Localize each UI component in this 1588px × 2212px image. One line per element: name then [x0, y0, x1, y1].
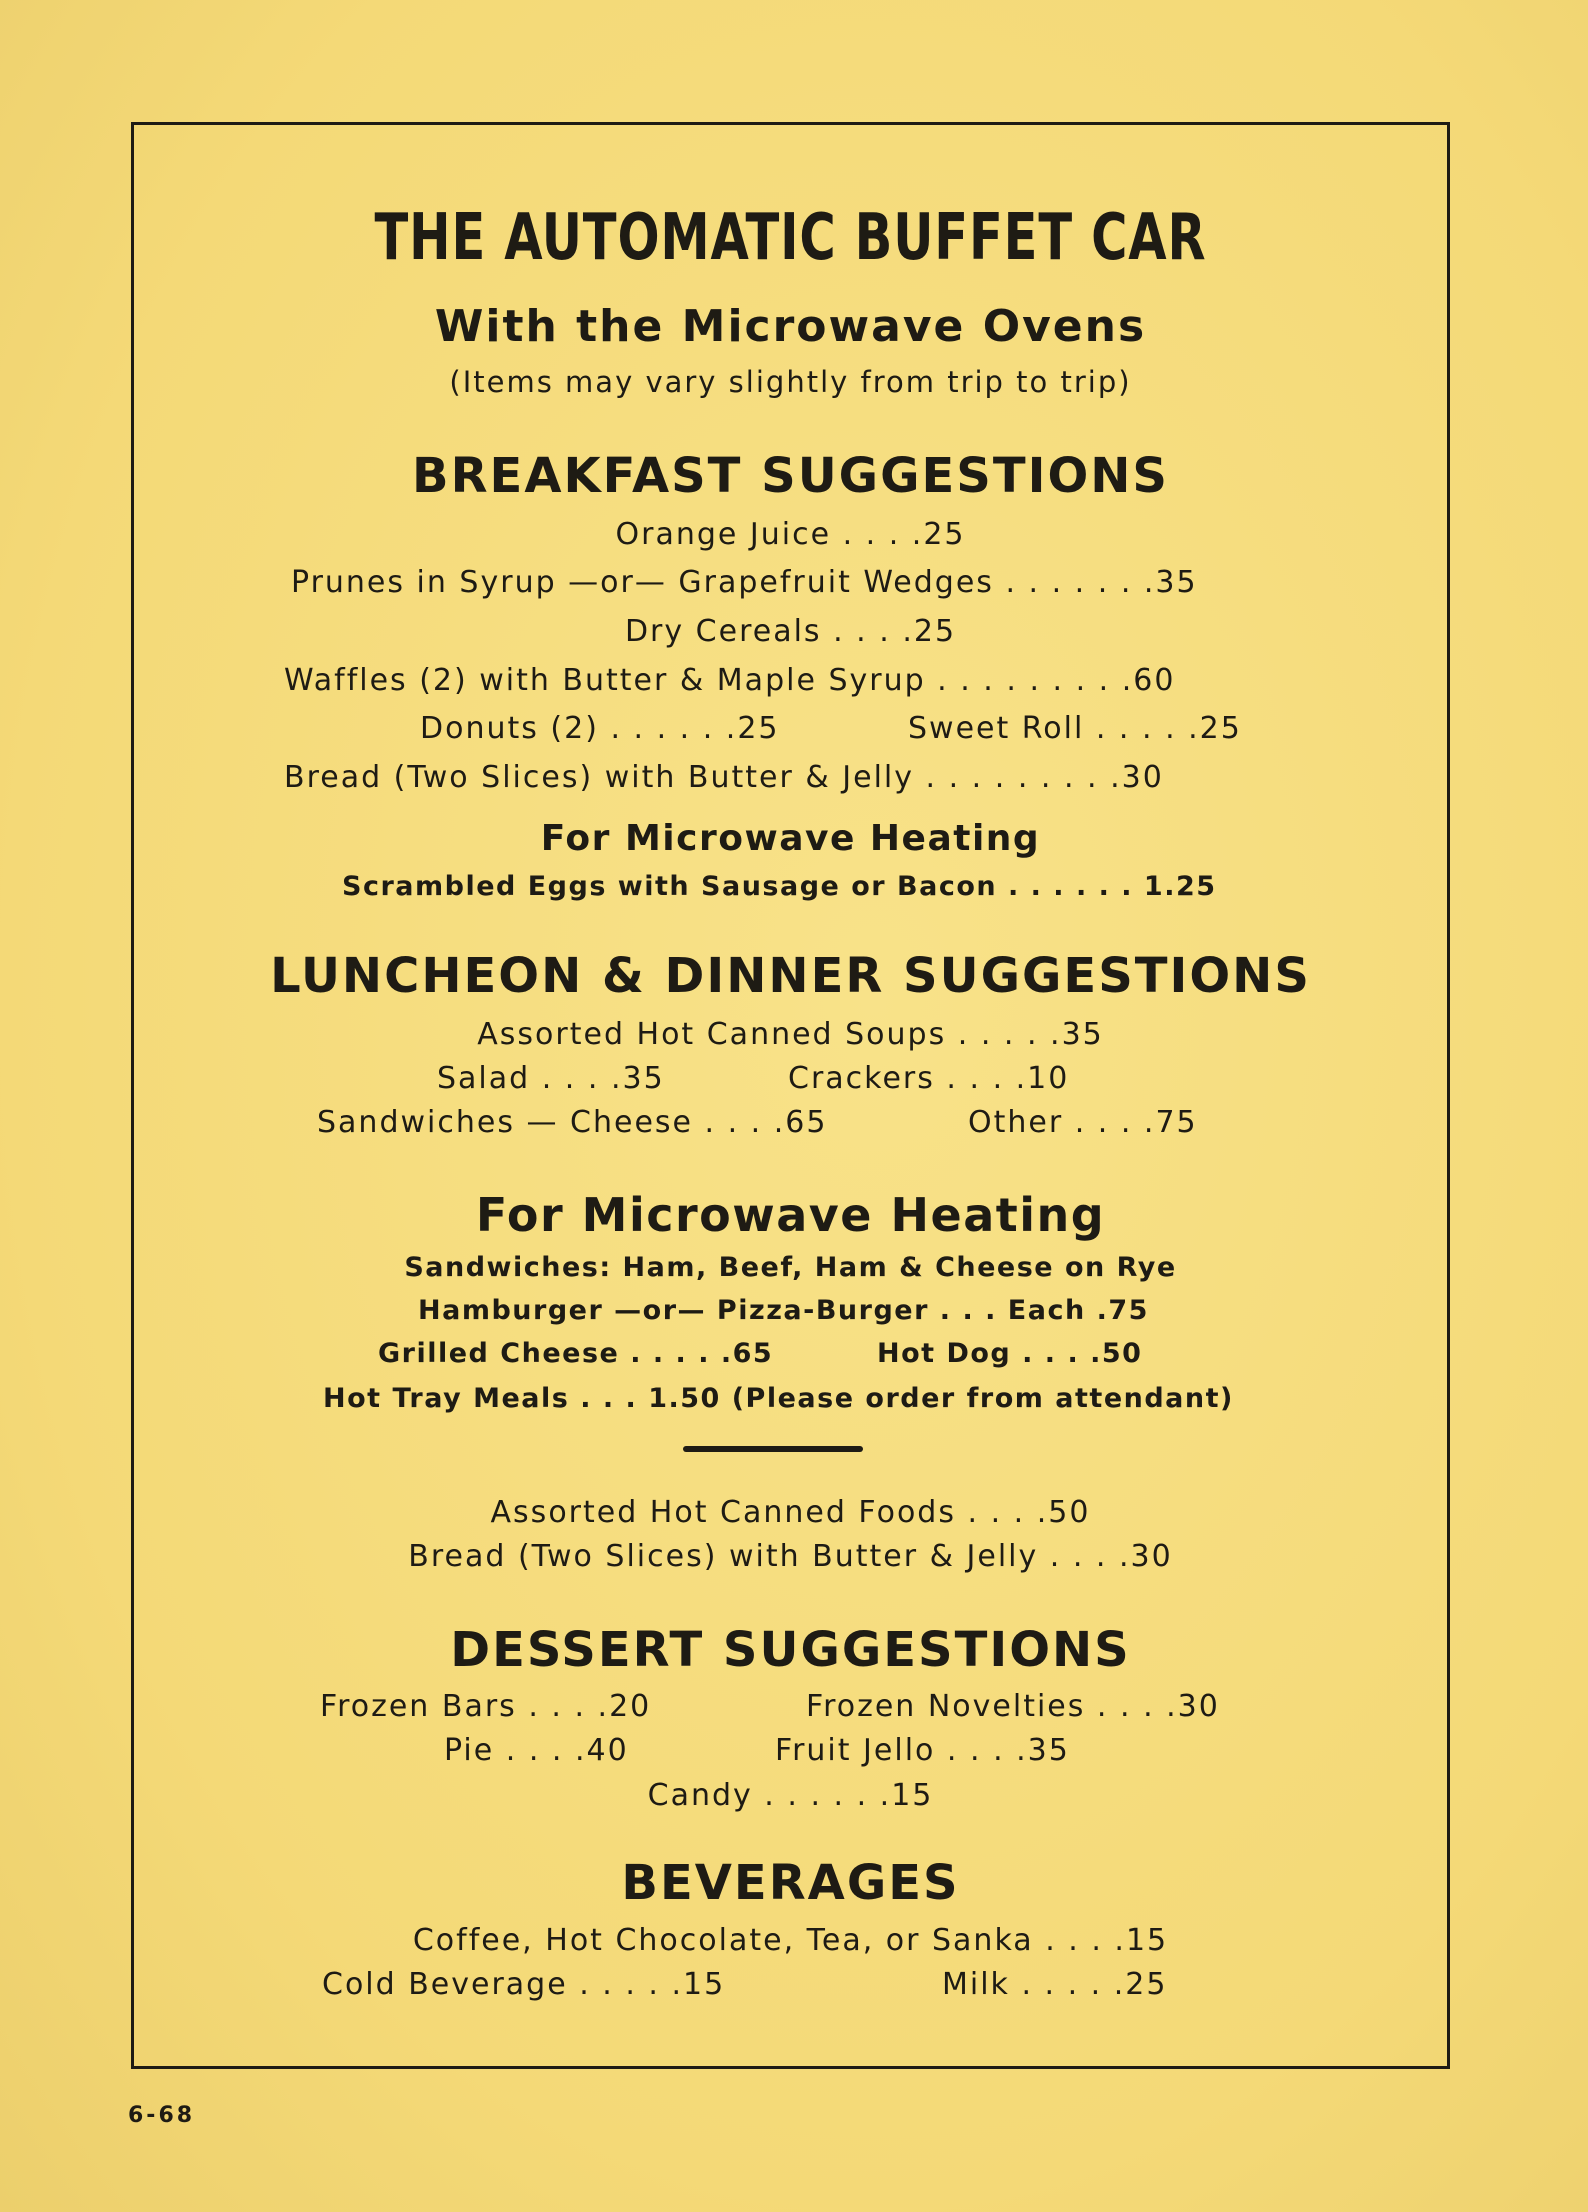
form-code: 6-68	[128, 2103, 196, 2128]
menu-item-salad: Salad . . . .35	[437, 1061, 665, 1096]
menu-item-milk: Milk . . . . .25	[942, 1967, 1168, 2002]
menu-item-other: Other . . . .75	[968, 1105, 1198, 1140]
menu-item-hot-tray-meals: Hot Tray Meals . . . 1.50 (Please order from attendant)	[323, 1383, 1234, 1414]
menu-item-canned-foods: Assorted Hot Canned Foods . . . .50	[490, 1495, 1091, 1530]
menu-item-waffles: Waffles (2) with Butter & Maple Syrup . . . . . . . . .60	[284, 663, 1176, 698]
beverages-heading: BEVERAGES	[621, 1855, 960, 1911]
menu-item-hamburger: Hamburger —or— Pizza-Burger . . . Each .75	[418, 1295, 1149, 1326]
menu-item-pie: Pie . . . .40	[444, 1733, 629, 1768]
menu-item-luncheon-bread: Bread (Two Slices) with Butter & Jelly . . . .30	[408, 1539, 1173, 1574]
menu-item-hot-dog: Hot Dog . . . .50	[877, 1338, 1143, 1369]
menu-item-grilled-cheese: Grilled Cheese . . . . .65	[378, 1338, 774, 1369]
menu-item-donuts: Donuts (2) . . . . . .25	[420, 711, 780, 746]
menu-item-crackers: Crackers . . . .10	[788, 1061, 1070, 1096]
menu-item-microwave-sandwiches: Sandwiches: Ham, Beef, Ham & Cheese on Rye	[404, 1252, 1177, 1283]
menu-border	[131, 122, 1450, 2069]
luncheon-heading: LUNCHEON & DINNER SUGGESTIONS	[270, 948, 1311, 1004]
menu-item-frozen-bars: Frozen Bars . . . .20	[320, 1689, 652, 1724]
menu-item-hot-beverages: Coffee, Hot Chocolate, Tea, or Sanka . . . .15	[412, 1923, 1169, 1958]
menu-item-sweet-roll: Sweet Roll . . . . .25	[908, 711, 1242, 746]
luncheon-microwave-heading: For Microwave Heating	[475, 1188, 1106, 1242]
menu-item-orange-juice: Orange Juice . . . .25	[615, 517, 966, 552]
section-divider	[683, 1446, 863, 1452]
menu-item-fruit-jello: Fruit Jello . . . .35	[775, 1733, 1070, 1768]
menu-item-sandwiches-cheese: Sandwiches — Cheese . . . .65	[317, 1105, 828, 1140]
menu-item-scrambled-eggs: Scrambled Eggs with Sausage or Bacon . . . . . . 1.25	[342, 871, 1217, 902]
menu-item-breakfast-bread: Bread (Two Slices) with Butter & Jelly . . . . . . . . .30	[284, 760, 1164, 795]
breakfast-microwave-heading: For Microwave Heating	[540, 818, 1041, 859]
menu-item-soups: Assorted Hot Canned Soups . . . . .35	[477, 1017, 1104, 1052]
menu-item-dry-cereals: Dry Cereals . . . .25	[624, 614, 957, 649]
breakfast-heading: BREAKFAST SUGGESTIONS	[412, 448, 1169, 504]
menu-item-prunes-grapefruit: Prunes in Syrup —or— Grapefruit Wedges . . . . . . .35	[291, 565, 1198, 600]
menu-item-candy: Candy . . . . . .15	[647, 1778, 934, 1813]
variation-note: (Items may vary slightly from trip to trip)	[449, 365, 1132, 399]
menu-subtitle: With the Microwave Ovens	[434, 301, 1147, 352]
menu-item-cold-beverage: Cold Beverage . . . . .15	[322, 1967, 726, 2002]
menu-item-frozen-novelties: Frozen Novelties . . . .30	[806, 1689, 1220, 1724]
dessert-heading: DESSERT SUGGESTIONS	[450, 1622, 1131, 1678]
menu-title: THE AUTOMATIC BUFFET CAR	[374, 201, 1207, 275]
